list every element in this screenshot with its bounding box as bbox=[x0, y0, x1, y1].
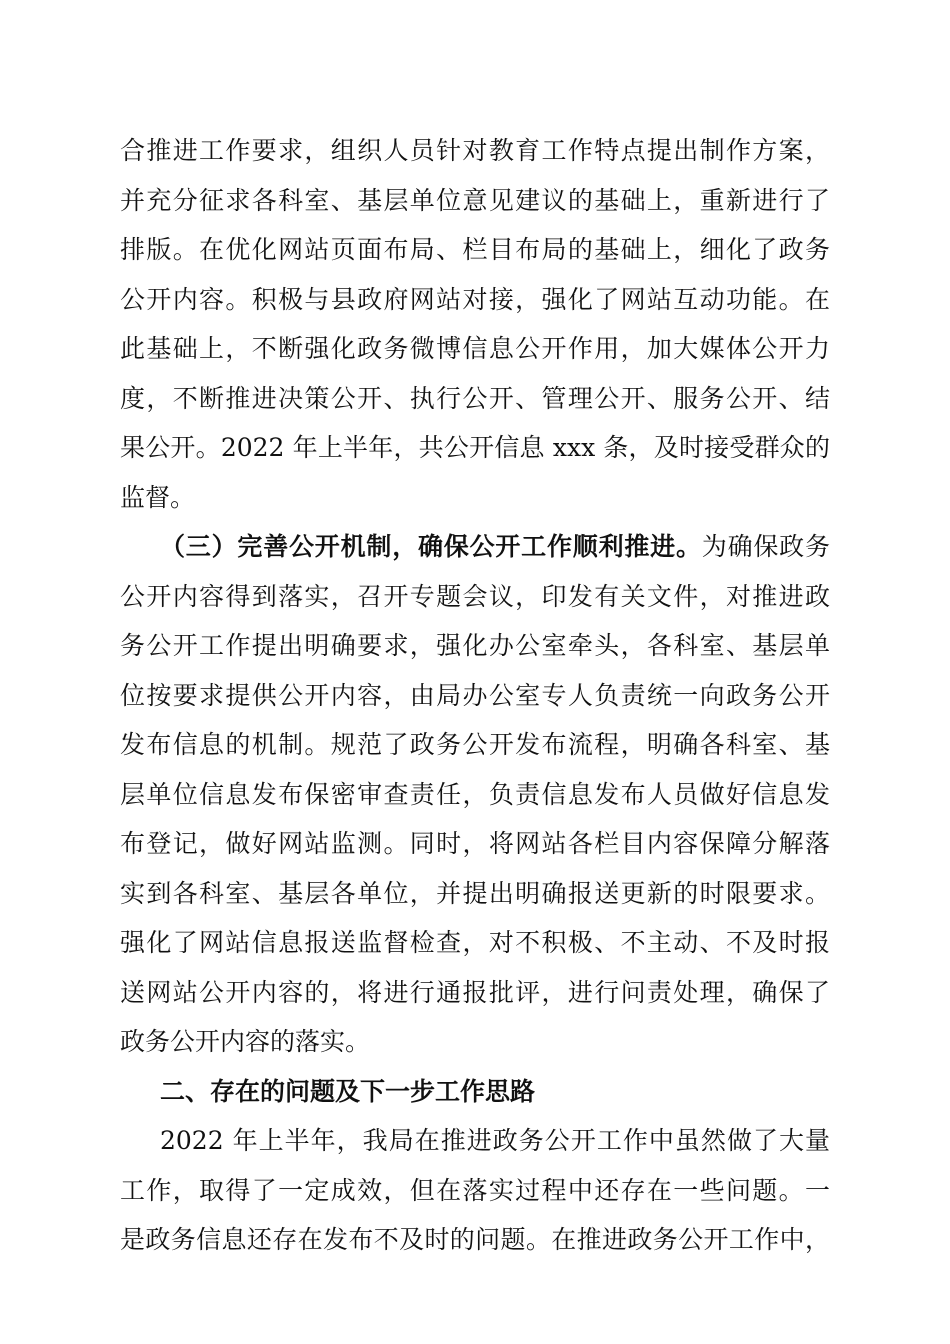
text-line: 政务公开内容的落实。 bbox=[120, 1027, 371, 1056]
text-line: 工作，取得了一定成效，但在落实过程中还存在一些问题。一 bbox=[120, 1175, 830, 1205]
text-line: 并充分征求各科室、基层单位意见建议的基础上，重新进行了 bbox=[120, 185, 830, 215]
text-line: 实到各科室、基层各单位，并提出明确报送更新的时限要求。 bbox=[120, 878, 830, 908]
text-line: 布登记，做好网站监测。同时，将网站各栏目内容保障分解落 bbox=[120, 829, 830, 858]
text-line: 是政务信息还存在发布不及时的问题。在推进政务公开工作中， bbox=[120, 1225, 830, 1254]
text-run: 为确保政务 bbox=[701, 532, 830, 561]
text-line: 送网站公开内容的，将进行通报批评，进行问责处理，确保了 bbox=[120, 977, 830, 1007]
text-line-first bbox=[160, 524, 830, 570]
text-line: 果公开。2022 年上半年，共公开信息 xxx 条，及时接受群众的 bbox=[120, 433, 830, 462]
subsection-heading: （三）完善公开机制，确保公开工作顺利推进。 bbox=[160, 532, 702, 561]
text-line: 度，不断推进决策公开、执行公开、管理公开、服务公开、结 bbox=[120, 383, 830, 413]
text-line: 公开内容得到落实，召开专题会议，印发有关文件，对推进政 bbox=[120, 581, 830, 611]
text-line: 排版。在优化网站页面布局、栏目布局的基础上，细化了政务 bbox=[120, 235, 830, 264]
section-heading: 二、存在的问题及下一步工作思路 bbox=[160, 1076, 536, 1106]
text-line: 此基础上，不断强化政务微博信息公开作用，加大媒体公开力 bbox=[120, 334, 830, 363]
text-line-first: 2022 年上半年，我局在推进政务公开工作中虽然做了大量 bbox=[160, 1126, 830, 1155]
text-line: 强化了网站信息报送监督检查，对不积极、不主动、不及时报 bbox=[120, 928, 830, 957]
text-line: 层单位信息发布保密审查责任，负责信息发布人员做好信息发 bbox=[120, 779, 830, 809]
text-line: 务公开工作提出明确要求，强化办公室牵头，各科室、基层单 bbox=[120, 631, 830, 660]
text-line: 合推进工作要求，组织人员针对教育工作特点提出制作方案， bbox=[120, 136, 830, 165]
text-line: 发布信息的机制。规范了政务公开发布流程，明确各科室、基 bbox=[120, 730, 830, 759]
text-line: 位按要求提供公开内容，由局办公室专人负责统一向政务公开 bbox=[120, 680, 830, 710]
text-line: 公开内容。积极与县政府网站对接，强化了网站互动功能。在 bbox=[120, 284, 830, 314]
text-line: 监督。 bbox=[120, 482, 196, 512]
